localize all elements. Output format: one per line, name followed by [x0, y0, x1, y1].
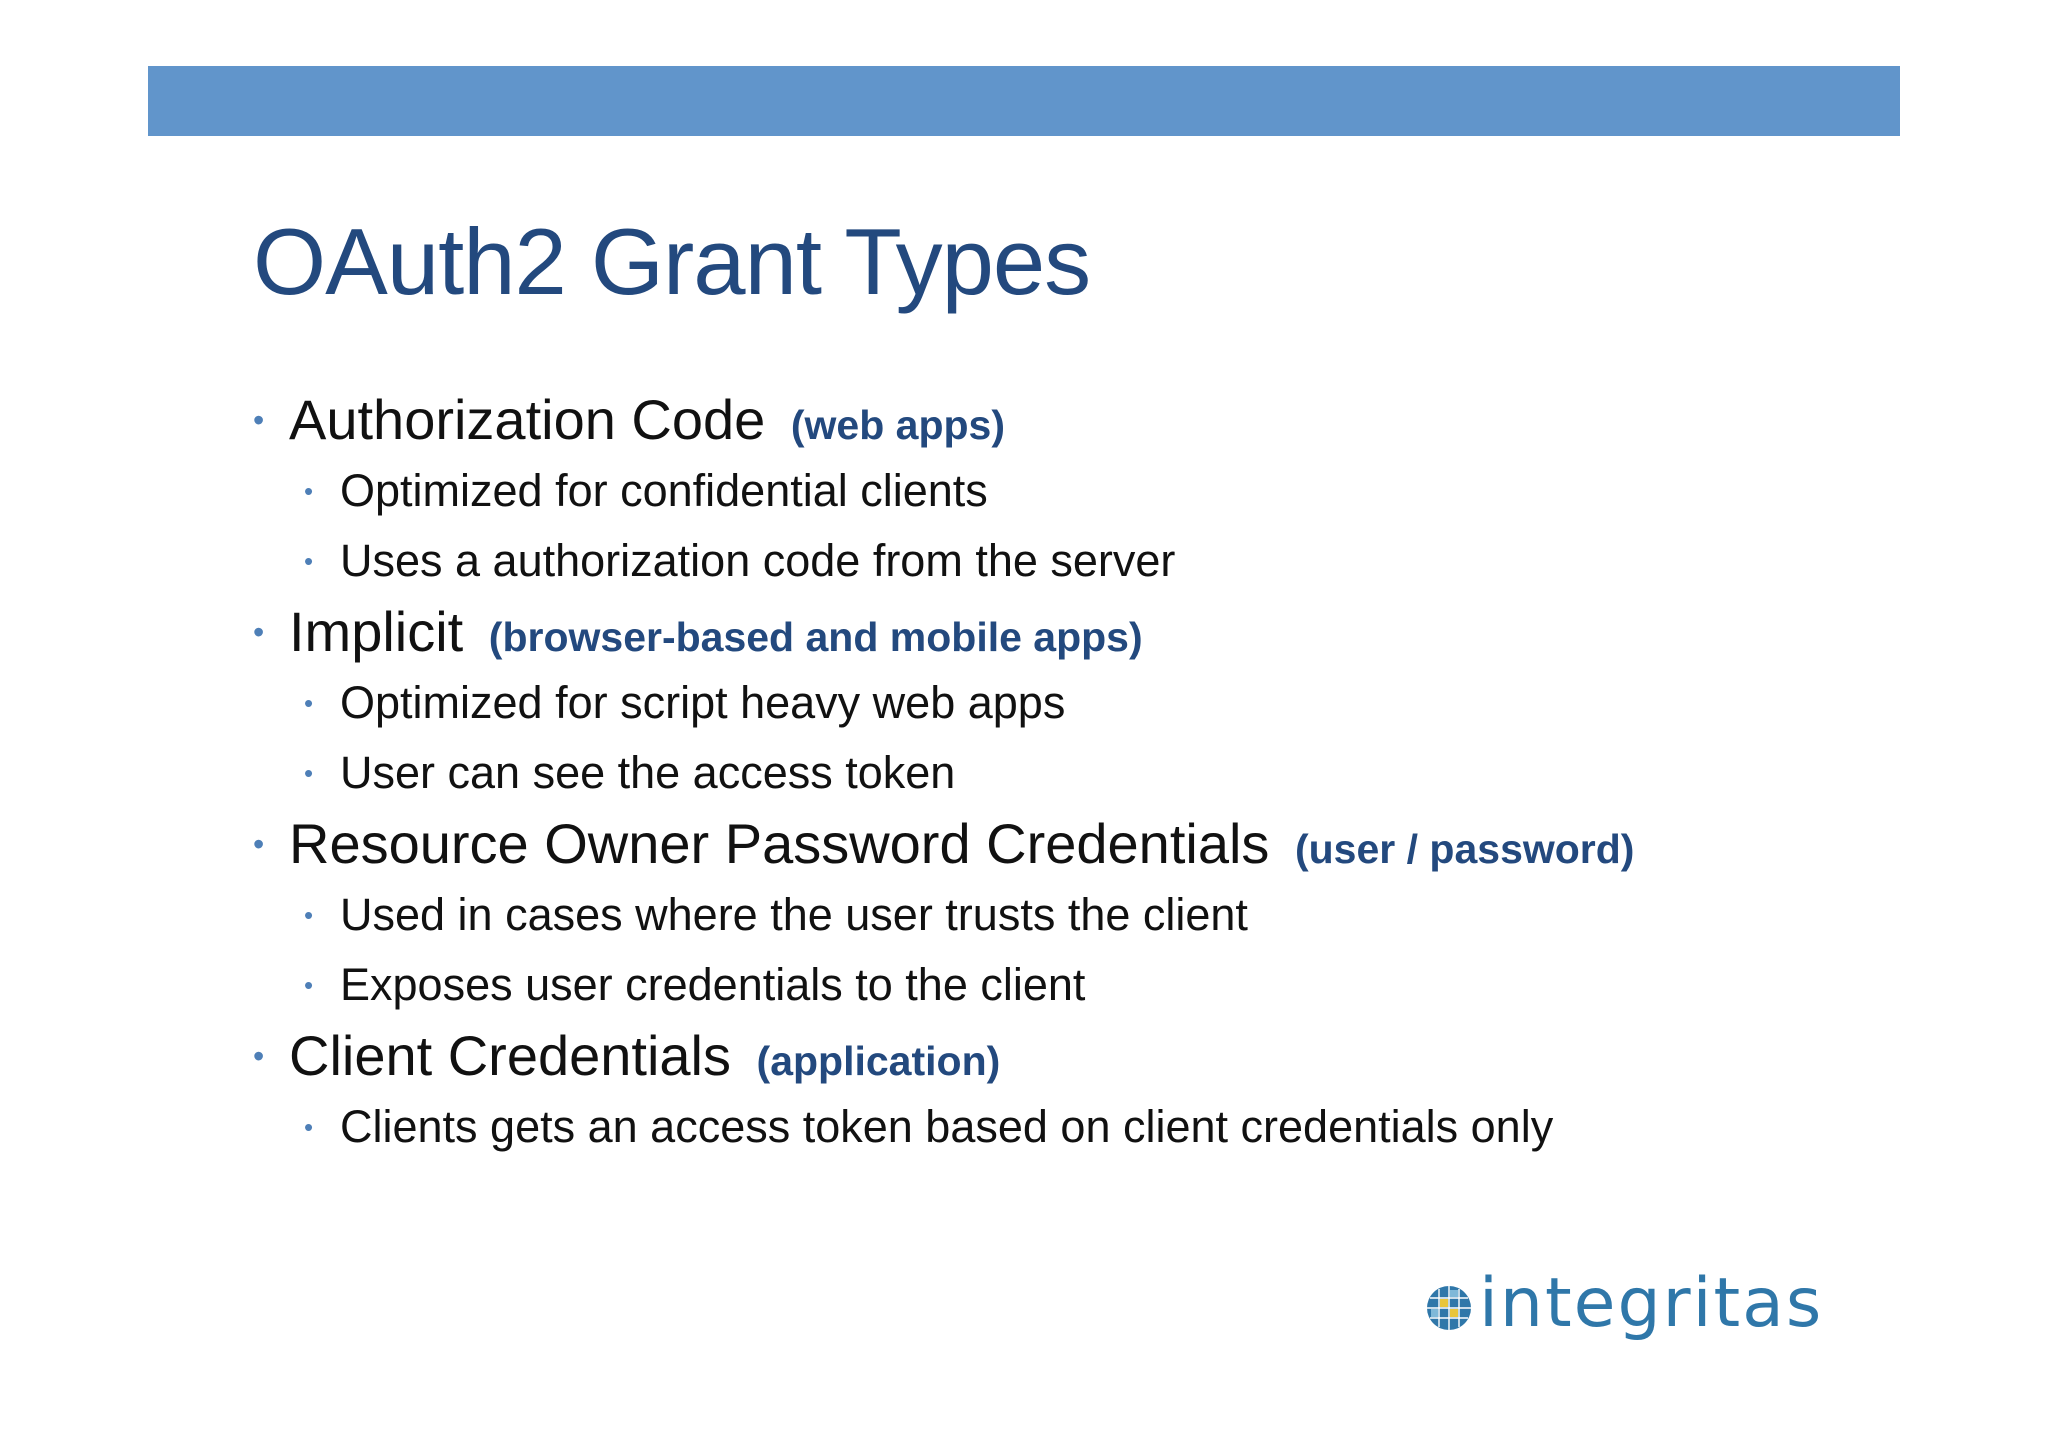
- sub-bullet-line: [253, 738, 1953, 808]
- bullet-tag: (application): [756, 1038, 1001, 1084]
- sub-bullet-marker: •: [304, 1112, 314, 1142]
- bullet-marker: •: [253, 826, 265, 862]
- sub-bullet-text: Exposes user credentials to the client: [340, 959, 1086, 1010]
- bullet-line: [253, 596, 1953, 668]
- sub-bullet-text: Uses a authorization code from the server: [340, 535, 1176, 586]
- slide-title: OAuth2 Grant Types: [253, 209, 1091, 314]
- sub-bullet-text: User can see the access token: [340, 747, 956, 798]
- bullet-line: [253, 384, 1953, 456]
- bullet-tag: (browser-based and mobile apps): [488, 614, 1143, 660]
- sub-bullet-line: [253, 456, 1953, 526]
- sub-bullet-marker: •: [304, 476, 314, 506]
- bullet-marker: •: [253, 402, 265, 438]
- logo-wordmark: integritas: [1479, 1264, 1824, 1343]
- bullet-tag: (web apps): [790, 402, 1006, 448]
- bullet-text: Resource Owner Password Credentials: [289, 812, 1270, 875]
- sub-bullet-text: Clients gets an access token based on client credentials only: [340, 1101, 1554, 1152]
- sub-bullet-line: [253, 526, 1953, 596]
- bullet-item: [253, 1020, 1953, 1162]
- bullet-item: [253, 808, 1953, 1020]
- sub-bullet-line: [253, 668, 1953, 738]
- bullet-tag: (user / password): [1294, 826, 1635, 872]
- bullet-text: Client Credentials: [289, 1024, 731, 1087]
- bullet-item: [253, 384, 1953, 596]
- sub-bullet-text: Used in cases where the user trusts the client: [340, 889, 1248, 940]
- sub-bullet-marker: •: [304, 546, 314, 576]
- integritas-logo: [1425, 1262, 1823, 1346]
- sub-bullet-line: [253, 880, 1953, 950]
- bullet-list: [253, 384, 1953, 1162]
- bullet-marker: •: [253, 1038, 265, 1074]
- bullet-item: [253, 596, 1953, 808]
- globe-icon: [1425, 1284, 1473, 1332]
- bullet-text: Implicit: [289, 600, 464, 663]
- sub-bullet-marker: •: [304, 900, 314, 930]
- sub-bullet-text: Optimized for confidential clients: [340, 465, 988, 516]
- sub-bullet-marker: •: [304, 970, 314, 1000]
- bullet-line: [253, 1020, 1953, 1092]
- sub-bullet-line: [253, 950, 1953, 1020]
- sub-bullet-line: [253, 1092, 1953, 1162]
- bullet-marker: •: [253, 614, 265, 650]
- header-bar: [148, 66, 1900, 136]
- bullet-line: [253, 808, 1953, 880]
- sub-bullet-marker: •: [304, 688, 314, 718]
- sub-bullet-marker: •: [304, 758, 314, 788]
- sub-bullet-text: Optimized for script heavy web apps: [340, 677, 1066, 728]
- bullet-text: Authorization Code: [289, 388, 766, 451]
